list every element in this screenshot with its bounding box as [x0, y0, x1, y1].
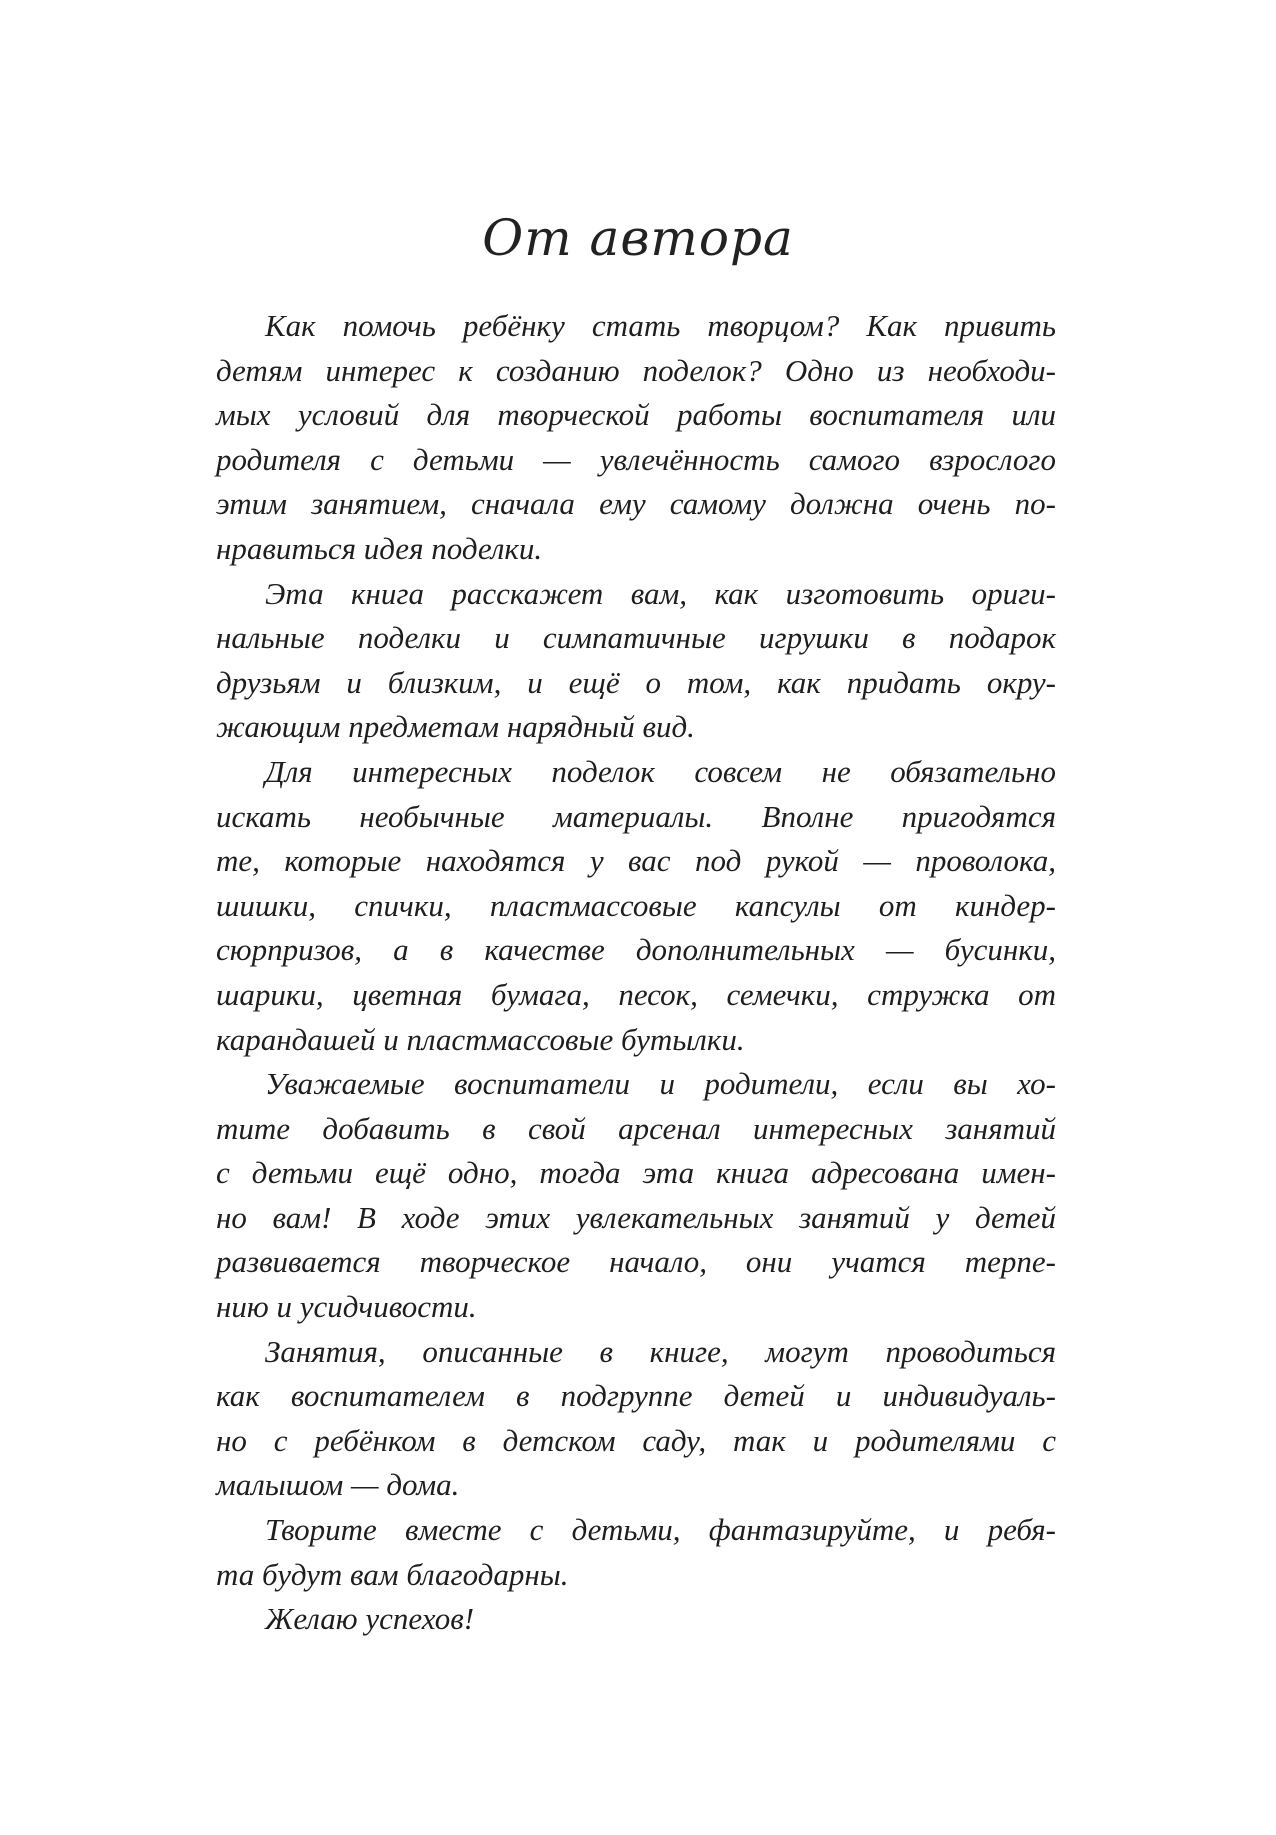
text-line: Эта книга расскажет вам, как изготовить ориги-: [265, 575, 1056, 611]
text-line: Желаю успехов!: [265, 1601, 475, 1637]
text-line: нравиться идея поделки.: [216, 530, 543, 566]
text-line: детям интерес к созданию поделок? Одно из необходи-: [216, 352, 1056, 388]
text-line: та будут вам благодарны.: [216, 1556, 569, 1592]
text-line: Для интересных поделок совсем не обязательно: [265, 753, 1056, 789]
text-line: тите добавить в свой арсенал интересных занятий: [216, 1110, 1056, 1146]
text-line: нию и усидчивости.: [216, 1289, 477, 1325]
text-line: малышом — дома.: [216, 1467, 460, 1503]
text-line: нальные поделки и симпатичные игрушки в подарок: [216, 620, 1056, 656]
text-line: друзьям и близким, и ещё о том, как придать окру-: [216, 664, 1056, 700]
text-line: Творите вместе с детьми, фантазируйте, и ребя-: [265, 1512, 1056, 1548]
page-title: От автора: [482, 209, 794, 267]
text-line: шарики, цветная бумага, песок, семечки, стружка от: [216, 976, 1056, 1012]
text-line: карандашей и пластмассовые бутылки.: [216, 1021, 745, 1057]
text-line: Как помочь ребёнку стать творцом? Как привить: [265, 308, 1056, 343]
text-line: те, которые находятся у вас под рукой — проволока,: [216, 843, 1056, 879]
text-line: родителя с детьми — увлечённость самого взрослого: [216, 441, 1056, 477]
text-line: жающим предметам нарядный вид.: [216, 709, 695, 745]
text-line: но с ребёнком в детском саду, так и родителями с: [216, 1422, 1056, 1458]
text-line: искать необычные материалы. Вполне пригодятся: [216, 798, 1056, 834]
text-line: мых условий для творческой работы воспитателя или: [216, 397, 1056, 433]
text-line: Уважаемые воспитатели и родители, если вы хо-: [265, 1066, 1056, 1102]
text-line: с детьми ещё одно, тогда эта книга адресована имен-: [216, 1155, 1056, 1191]
text-line: как воспитателем в подгруппе детей и индивидуаль-: [216, 1378, 1056, 1414]
body-text: [216, 304, 1056, 1642]
text-line: но вам! В ходе этих увлекательных занятий у детей: [216, 1199, 1056, 1235]
text-line: развивается творческое начало, они учатся терпе-: [216, 1244, 1056, 1280]
text-line: шишки, спички, пластмассовые капсулы от киндер-: [216, 887, 1056, 923]
text-line: Занятия, описанные в книге, могут проводиться: [265, 1333, 1056, 1369]
text-line: этим занятием, сначала ему самому должна очень по-: [216, 486, 1056, 522]
text-line: сюрпризов, а в качестве дополнительных — бусинки,: [216, 932, 1056, 968]
